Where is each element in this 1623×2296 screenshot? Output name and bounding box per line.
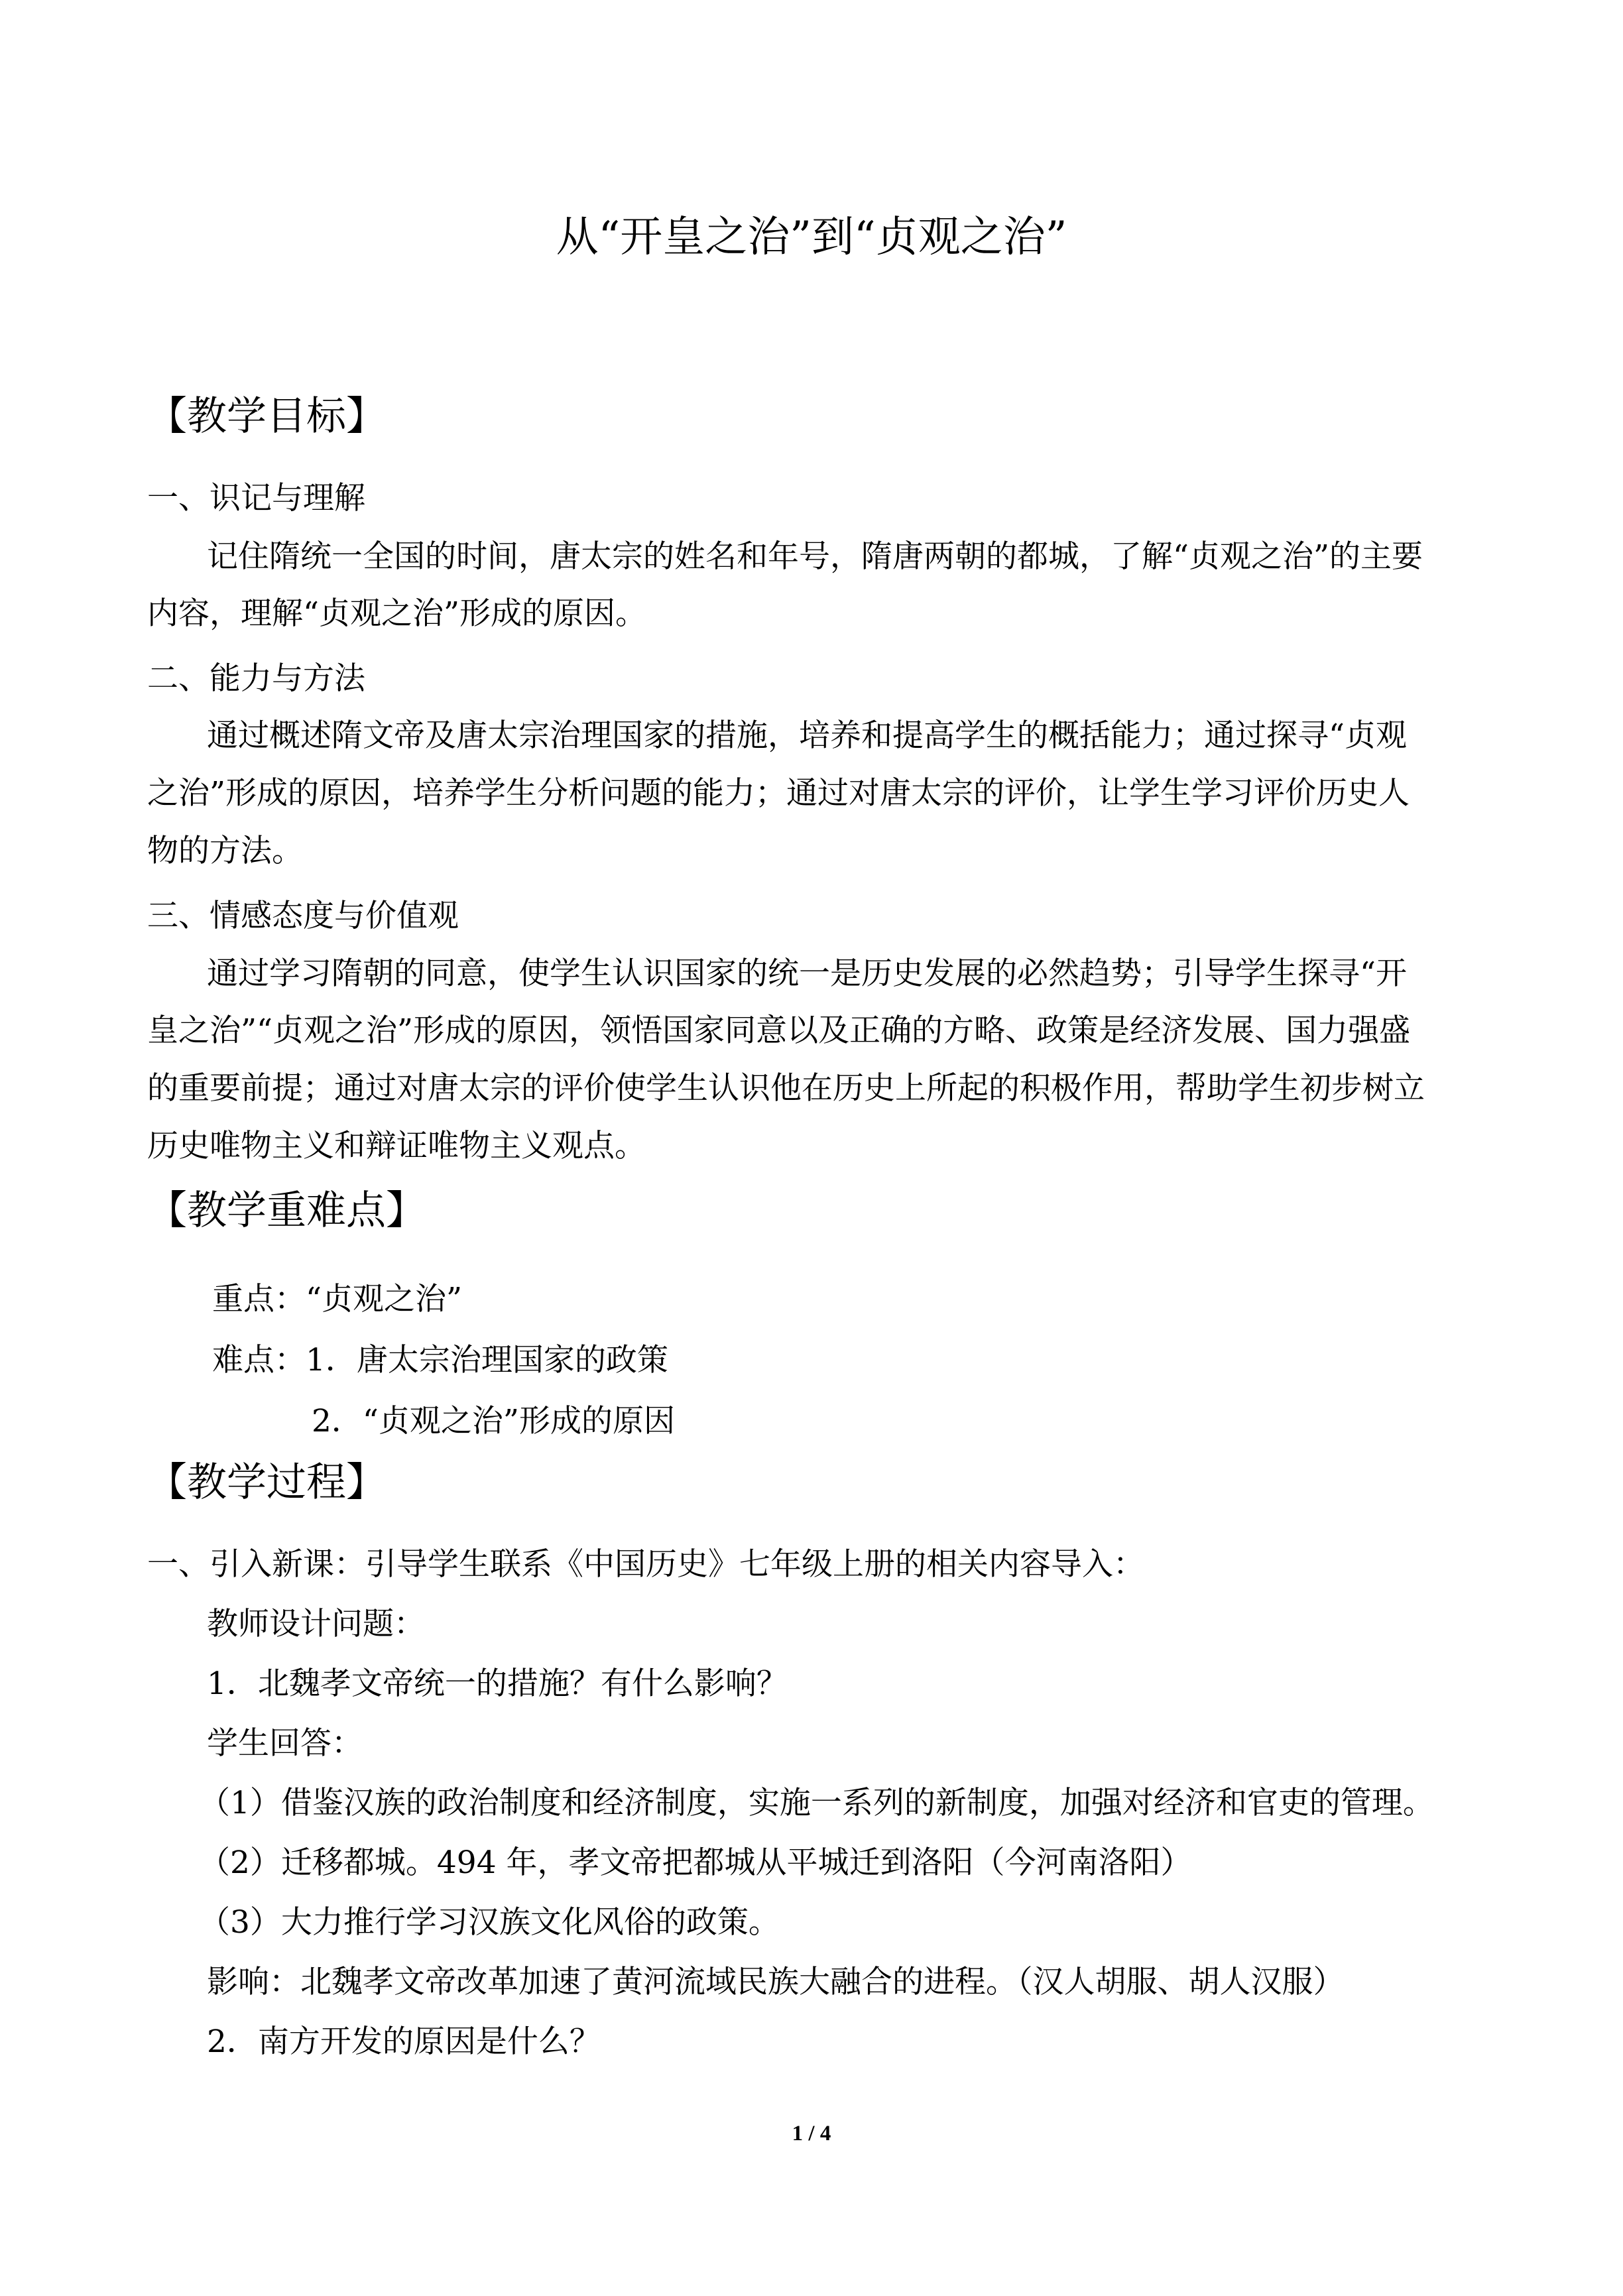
paragraph-line: 皇之治”“贞观之治”形成的原因，领悟国家同意以及正确的方略、政策是经济发展、国力强盛 [147, 1012, 1411, 1049]
question-line: 1．北魏孝文帝统一的措施？有什么影响？ [207, 1665, 788, 1702]
subsection-heading: 一、识记与理解 [147, 480, 365, 516]
answer-line: （1）借鉴汉族的政治制度和经济制度，实施一系列的新制度，加强对经济和官吏的管理。 [199, 1785, 1434, 1821]
paragraph-line: 物的方法。 [147, 833, 303, 869]
answer-line: （3）大力推行学习汉族文化风俗的政策。 [199, 1904, 780, 1941]
teacher-label: 教师设计问题： [207, 1606, 425, 1642]
paragraph-line: 历史唯物主义和辩证唯物主义观点。 [147, 1128, 646, 1164]
paragraph-line: 通过概述隋文帝及唐太宗治理国家的措施，培养和提高学生的概括能力；通过探寻“贞观 [207, 717, 1408, 754]
paragraph-line: 记住隋统一全国的时间，唐太宗的姓名和年号，隋唐两朝的都城，了解“贞观之治”的主要 [207, 538, 1423, 575]
document-title: 从“开皇之治”到“贞观之治” [556, 213, 1067, 262]
subsection-heading: 二、能力与方法 [147, 660, 365, 697]
section-heading-process: 【教学过程】 [147, 1459, 386, 1506]
answer-line: （2）迁移都城。494 年，孝文帝把都城从平城迁到洛阳（今河南洛阳） [199, 1844, 1192, 1881]
subsection-heading: 三、情感态度与价值观 [147, 898, 459, 934]
difficulty-line: 2．“贞观之治”形成的原因 [312, 1403, 675, 1439]
page-number: 1 / 4 [792, 2122, 831, 2145]
paragraph-line: 之治”形成的原因，培养学生分析问题的能力；通过对唐太宗的评价，让学生学习评价历史人 [147, 775, 1410, 812]
intro-line: 一、引入新课：引导学生联系《中国历史》七年级上册的相关内容导入： [147, 1546, 1144, 1583]
key-point-line: 重点：“贞观之治” [212, 1281, 463, 1317]
section-heading-key-points: 【教学重难点】 [147, 1187, 426, 1234]
question-line: 2．南方开发的原因是什么？ [207, 2024, 601, 2060]
paragraph-line: 通过学习隋朝的同意，使学生认识国家的统一是历史发展的必然趋势；引导学生探寻“开 [207, 955, 1408, 992]
difficulty-line: 难点：1．唐太宗治理国家的政策 [212, 1342, 668, 1378]
paragraph-line: 的重要前提；通过对唐太宗的评价使学生认识他在历史上所起的积极作用，帮助学生初步树立 [147, 1070, 1425, 1107]
influence-line: 影响：北魏孝文帝改革加速了黄河流域民族大融合的进程。（汉人胡服、胡人汉服） [207, 1964, 1345, 2000]
section-heading-objectives: 【教学目标】 [147, 393, 386, 440]
paragraph-line: 内容，理解“贞观之治”形成的原因。 [147, 595, 647, 632]
student-label: 学生回答： [207, 1725, 363, 1762]
